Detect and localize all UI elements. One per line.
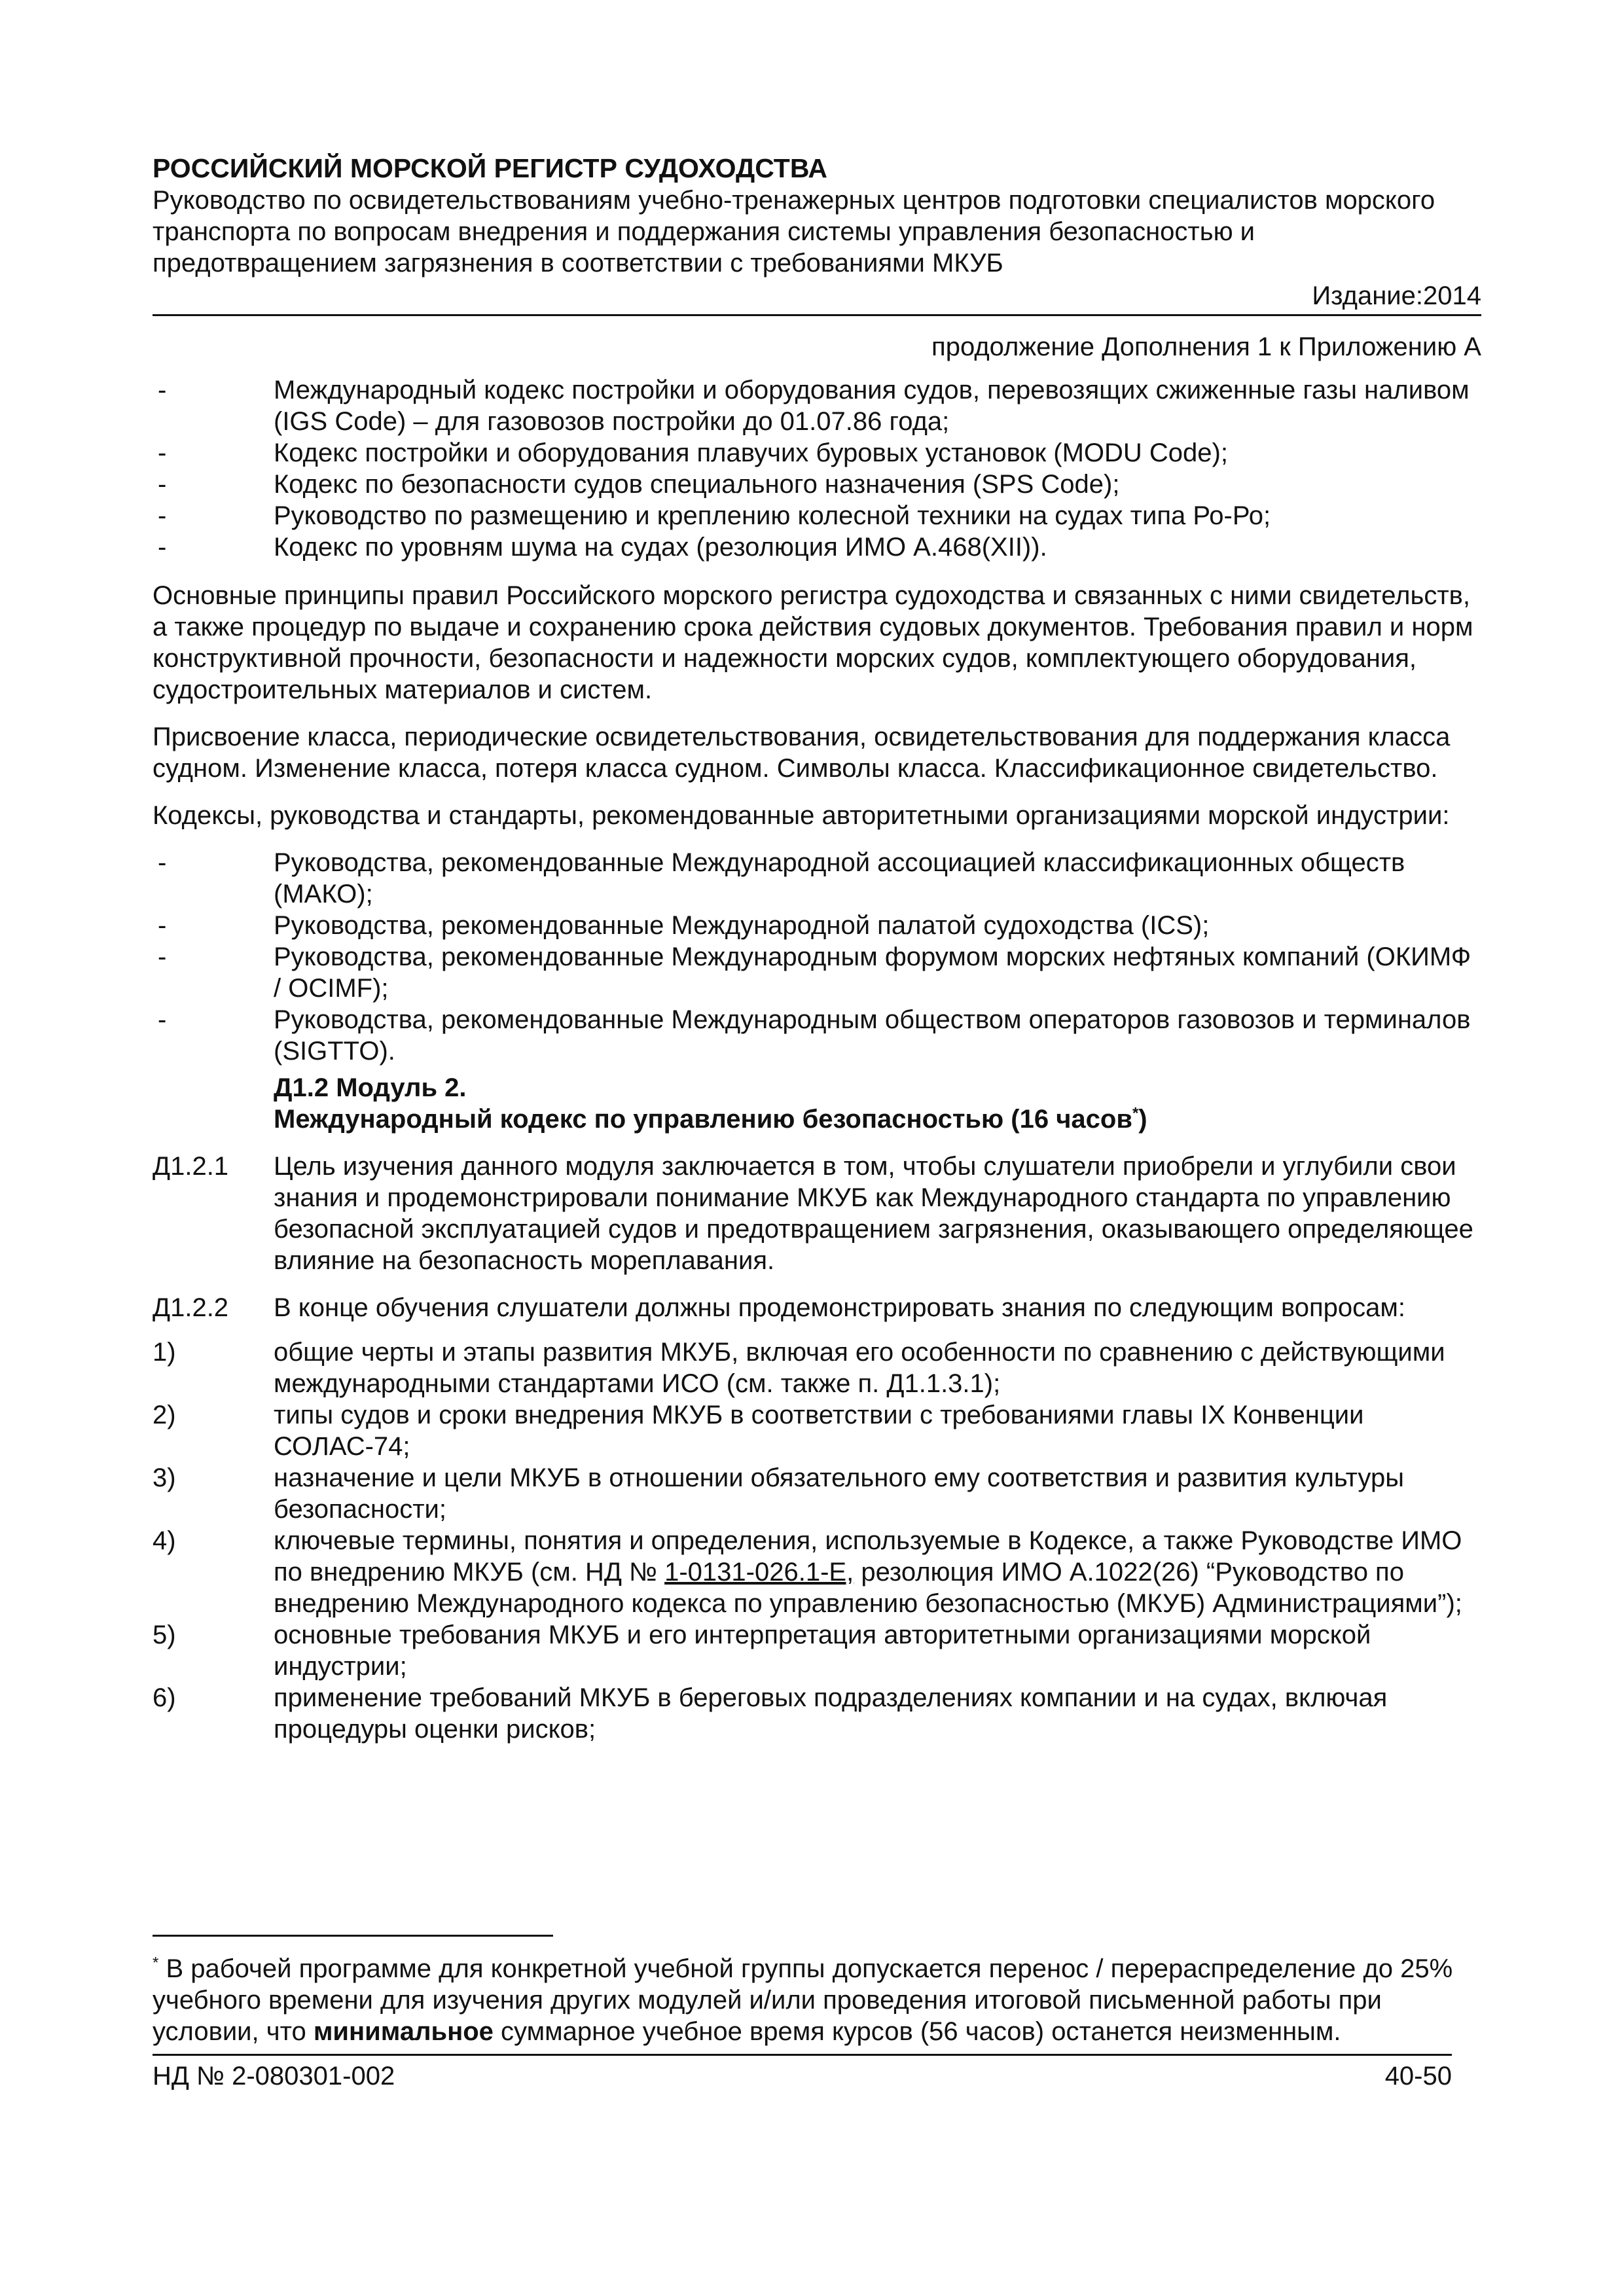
section-title — [274, 1103, 1481, 1135]
list-item — [153, 1336, 1481, 1399]
list-marker: 4) — [153, 1526, 176, 1555]
list-item-text: типы судов и сроки внедрения МКУБ в соответствии с требованиями главы IX Конвенции СОЛАС-74; — [274, 1401, 1364, 1461]
page-number: 40-50 — [1384, 2062, 1452, 2090]
list-marker: 5) — [153, 1621, 176, 1649]
paragraph-class-assignment: Присвоение класса, периодические освидетельствования, освидетельствования для поддержания класса судном. Изменение класса, потеря класса судном. Символы класса. Классификационное свидетельство. — [153, 723, 1451, 783]
section-title-end: ) — [1138, 1105, 1147, 1134]
list-marker: 6) — [153, 1683, 176, 1712]
list-marker: - — [158, 942, 167, 971]
edition-label: Издание:2014 — [1312, 281, 1481, 310]
list-item-text — [274, 1525, 1481, 1619]
list-item-text: назначение и цели МКУБ в отношении обязательного ему соответствия и развития культуры безопасности; — [274, 1463, 1404, 1524]
section-number-title: Д1.2 Модуль 2. — [274, 1073, 467, 1102]
footnote — [153, 1953, 1481, 2047]
clause-text: Цель изучения данного модуля заключается в том, чтобы слушатели приобрели и углубили свои знания и продемонстрировали понимание МКУБ как Международного стандарта по управлению безопасной эксплуатацией судов и предотвращением загрязнения, оказывающего определяющее влияние на безопасность мореплавания. — [274, 1152, 1473, 1275]
list-item — [153, 437, 1481, 469]
list-item-text: Руководства, рекомендованные Международным форумом морских нефтяных компаний (ОКИМФ / OCIMF); — [274, 942, 1471, 1003]
list-item — [153, 500, 1481, 531]
list-item — [153, 1619, 1481, 1682]
list-item — [153, 469, 1481, 500]
list-item — [153, 1004, 1481, 1067]
document-number: НД № 2-080301-002 — [153, 2062, 395, 2090]
list-item-text: общие черты и этапы развития МКУБ, включая его особенности по сравнению с действующими международными стандартами ИСО (см. также п. Д1.1.3.1); — [274, 1338, 1445, 1398]
paragraph-codes-intro: Кодексы, руководства и стандарты, рекомендованные авторитетными организациями морской индустрии: — [153, 801, 1450, 830]
list-item — [153, 1399, 1481, 1462]
list-item — [153, 531, 1481, 563]
list-item-text: Кодекс по безопасности судов специального назначения (SPS Code); — [274, 470, 1120, 499]
clause-text: В конце обучения слушатели должны продемонстрировать знания по следующим вопросам: — [274, 1293, 1406, 1322]
list-item-text: Руководства, рекомендованные Международной палатой судоходства (ICS); — [274, 911, 1210, 940]
list-item-text-part: ключевые термины, понятия и определения, используемые в Кодексе, а также Руководстве ИМО по внедрению МКУБ (см. НД № — [274, 1526, 1462, 1587]
footnote-bold-text: минимальное — [313, 2017, 494, 2046]
clause-number: Д1.2.2 — [153, 1293, 229, 1322]
list-marker: - — [158, 470, 167, 499]
footnote-mark: * — [153, 1954, 159, 1972]
list-item — [153, 1462, 1481, 1525]
list-item — [153, 1682, 1481, 1745]
list-item-text: Руководство по размещению и креплению колесной техники на судах типа Ро-Ро; — [274, 501, 1271, 530]
list-item — [153, 1525, 1481, 1619]
list-marker: - — [158, 439, 167, 467]
section-heading — [274, 1072, 1481, 1135]
list-marker: - — [158, 376, 167, 404]
list-marker: 2) — [153, 1401, 176, 1429]
document-subtitle: Руководство по освидетельствованиям учебно-тренажерных центров подготовки специалистов морского транспорта по вопросам внедрения и поддержания системы управления безопасностью и предотвращением загрязнения в соответствии с требованиями МКУБ — [153, 186, 1435, 278]
list-item-text: Руководства, рекомендованные Международным обществом операторов газовозов и терминалов (SIGTTO). — [274, 1005, 1471, 1066]
list-item-text: Кодекс постройки и оборудования плавучих буровых установок (MODU Code); — [274, 439, 1228, 467]
list-item — [153, 374, 1481, 437]
list-item-text: Международный кодекс постройки и оборудования судов, перевозящих сжиженные газы наливом (IGS Code) – для газовозов постройки до 01.07.86 года; — [274, 376, 1470, 436]
list-marker: 3) — [153, 1463, 176, 1492]
list-marker: - — [158, 911, 167, 940]
list-item — [153, 941, 1481, 1004]
clause-number: Д1.2.1 — [153, 1152, 229, 1181]
section-title-text: Международный кодекс по управлению безопасностью (16 часов — [274, 1105, 1132, 1134]
footnote-divider — [153, 1935, 553, 1937]
page-header — [153, 152, 1481, 312]
list-marker: 1) — [153, 1338, 176, 1367]
footnote-text-end: суммарное учебное время курсов (56 часов) останется неизменным. — [493, 2017, 1341, 2046]
clause — [153, 1151, 1481, 1276]
codes-list — [153, 374, 1481, 563]
list-marker: - — [158, 1005, 167, 1034]
header-divider — [153, 314, 1481, 316]
footer-divider — [153, 2054, 1452, 2056]
page-footer — [153, 2060, 1452, 2092]
page-body — [153, 331, 1481, 1745]
list-item-text: Кодекс по уровням шума на судах (резолюция ИМО А.468(XII)). — [274, 533, 1047, 562]
clause — [153, 1292, 1481, 1323]
list-marker: - — [158, 533, 167, 562]
list-item — [153, 910, 1481, 941]
organization-name: РОССИЙСКИЙ МОРСКОЙ РЕГИСТР СУДОХОДСТВА — [153, 153, 828, 183]
guidelines-list — [153, 847, 1481, 1067]
topics-list — [153, 1336, 1481, 1745]
paragraph-rules-principles: Основные принципы правил Российского морского регистра судоходства и связанных с ними свидетельств, а также процедур по выдаче и сохранению срока действия судовых документов. Требования правил и норм конструктивной прочности, безопасности и надежности морских судов, комплектующего оборудования, судостроительных материалов и систем. — [153, 581, 1473, 704]
document-link[interactable]: 1-0131-026.1-Е, — [664, 1558, 854, 1587]
list-item — [153, 847, 1481, 910]
list-item-text: применение требований МКУБ в береговых подразделениях компании и на судах, включая процедуры оценки рисков; — [274, 1683, 1388, 1744]
footnote-reference[interactable]: * — [1132, 1104, 1139, 1122]
footnote-text: В рабочей программе для конкретной учебной группы допускается перенос / перераспределение до 25% учебного времени для изучения других модулей и/или проведения итоговой письменной работы при условии, что — [153, 1954, 1453, 2046]
list-item-text: основные требования МКУБ и его интерпретация авторитетными организациями морской индустрии; — [274, 1621, 1371, 1681]
list-item-text-part: резолюция ИМО А.1022(26) “Руководство по внедрению Международного кодекса по управлению безопасностью (МКУБ) Администрациями”); — [274, 1558, 1462, 1618]
continuation-label: продолжение Дополнения 1 к Приложению А — [931, 332, 1481, 361]
list-marker: - — [158, 501, 167, 530]
list-item-text: Руководства, рекомендованные Международной ассоциацией классификационных обществ (МАКО); — [274, 848, 1405, 908]
list-marker: - — [158, 848, 167, 877]
